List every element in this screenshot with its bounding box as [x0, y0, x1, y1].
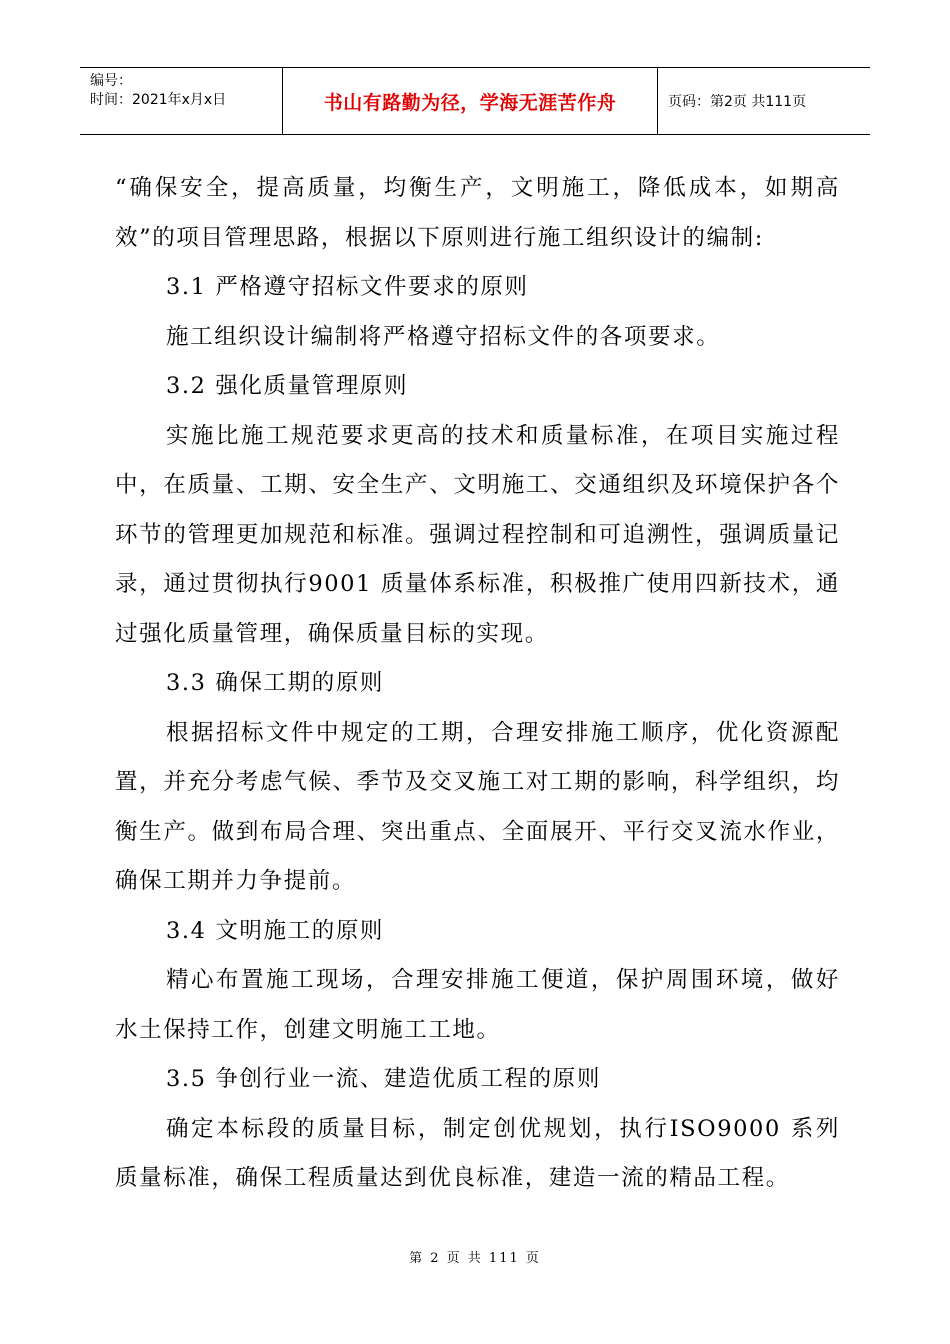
header-motto: 书山有路勤为径，学海无涯苦作舟	[282, 68, 658, 134]
document-number: 编号：	[90, 73, 132, 89]
paragraph-3-2: 实施比施工规范要求更高的技术和质量标准，在项目实施过程中，在质量、工期、安全生产、文明施工、交通组织及环境保护各个环节的管理更加规范和标准。强调过程控制和可追溯性，强调质量记录，通过贯彻执行9001 质量体系标准，积极推广使用四新技术，通过强化质量管理，确保质量目标的实现。	[115, 422, 840, 647]
paragraph-intro: “确保安全，提高质量，均衡生产，文明施工，降低成本，如期高效”的项目管理思路，根据以下原则进行施工组织设计的编制:	[115, 175, 840, 251]
paragraph-3-5: 确定本标段的质量目标，制定创优规划，执行ISO9000 系列质量标准，确保工程质量达到优良标准，建造一流的精品工程。	[115, 1115, 840, 1191]
header-page-info: 页码：第2页 共111页	[668, 94, 807, 110]
document-time: 时间：2021年x月x日	[90, 92, 227, 108]
header-meta	[80, 68, 282, 134]
paragraph-3-3: 根据招标文件中规定的工期，合理安排施工顺序，优化资源配置，并充分考虑气候、季节及交叉施工对工期的影响，科学组织，均衡生产。做到布局合理、突出重点、全面展开、平行交叉流水作业，确保工期并力争提前。	[115, 719, 840, 894]
page-footer: 第 2 页 共 111 页	[409, 1251, 541, 1266]
page-header	[80, 67, 870, 135]
paragraph-3-4: 精心布置施工现场，合理安排施工便道，保护周围环境，做好水土保持工作，创建文明施工工地。	[115, 967, 840, 1043]
section-heading-3-1: 3.1 严格遵守招标文件要求的原则	[166, 274, 529, 300]
paragraph-3-1: 施工组织设计编制将严格遵守招标文件的各项要求。	[166, 323, 721, 350]
section-heading-3-2: 3.2 强化质量管理原则	[166, 373, 409, 399]
section-heading-3-5: 3.5 争创行业一流、建造优质工程的原则	[166, 1066, 601, 1092]
document-body	[115, 164, 840, 1204]
section-heading-3-4: 3.4 文明施工的原则	[166, 917, 385, 944]
section-heading-3-3: 3.3 确保工期的原则	[166, 670, 385, 696]
